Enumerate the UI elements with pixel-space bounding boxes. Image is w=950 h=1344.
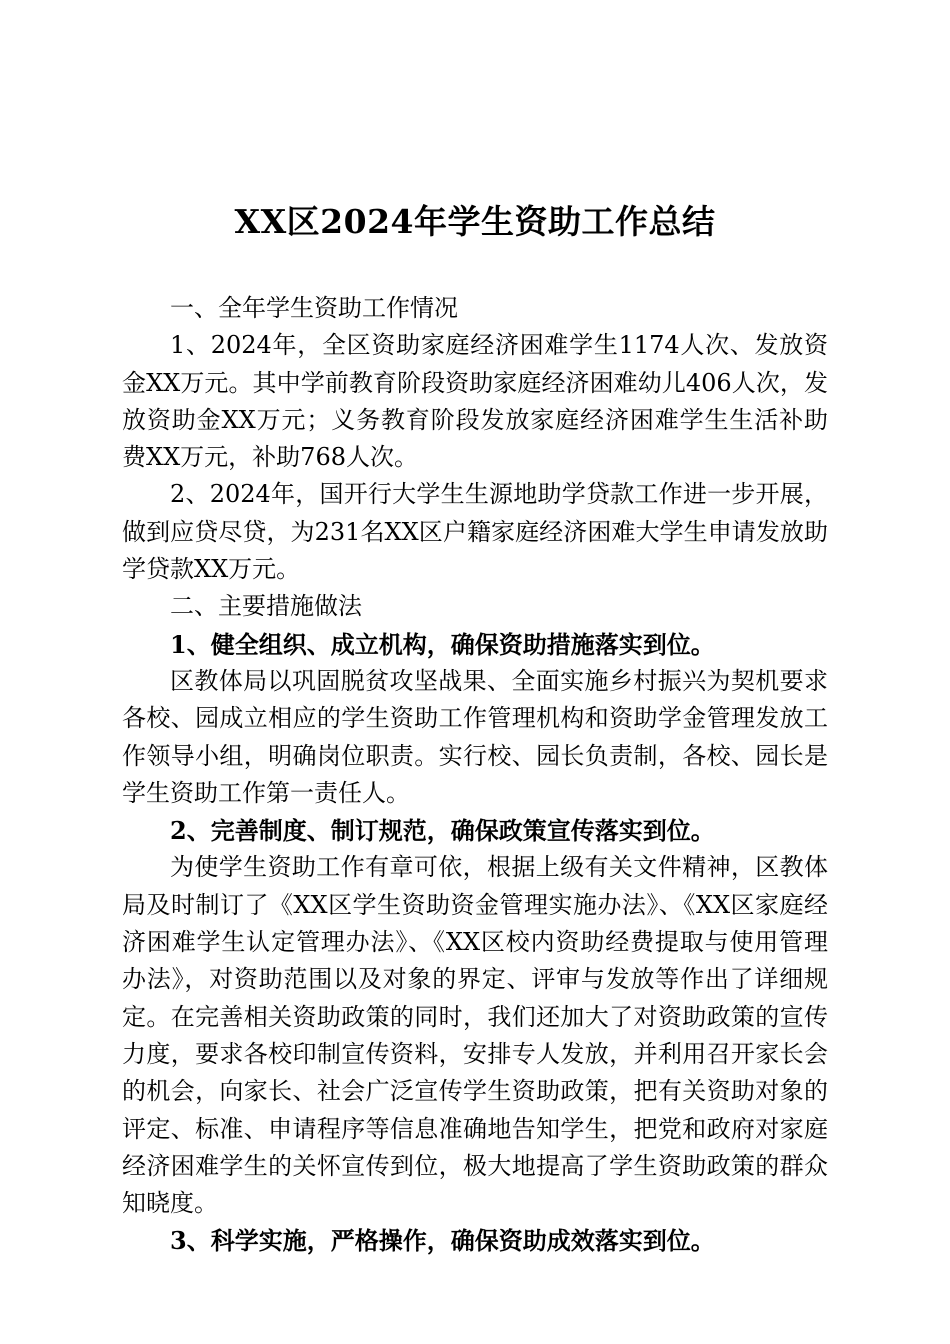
measure-heading-1: 1、健全组织、成立机构，确保资助措施落实到位。 [170, 629, 715, 659]
document-title: XX区2024年学生资助工作总结 [234, 202, 716, 241]
measure-body-2: 为使学生资助工作有章可依，根据上级有关文件精神，区教体局及时制订了《XX区学生资助资金管理实施办法》、《XX区家庭经济困难学生认定管理办法》、《XX区校内资助经费提取与使用管理办法》，对资助范围以及对象的界定、评审与发放等作出了详细规定。在完善相关资助政策的同时，我们还加大了对资助政策的宣传力度，要求各校印制宣传资料，安排专人发放，并利用召开家长会的机会，向家长、社会广泛宣传学生资助政策，把有关资助对象的评定、标准、申请程序等信息准确地告知学生，把党和政府对家庭经济困难学生的关怀宣传到位，极大地提高了学生资助政策的群众知晓度。 [122, 853, 828, 1218]
paragraph-s1-1: 1、2024年，全区资助家庭经济困难学生1174人次、发放资金XX万元。其中学前教育阶段资助家庭经济困难幼儿406人次，发放资助金XX万元；义务教育阶段发放家庭经济困难学生生活补助费XX万元，补助768人次。 [122, 331, 828, 472]
section-heading-2: 二、主要措施做法 [170, 592, 362, 621]
measure-heading-3: 3、科学实施，严格操作，确保资助成效落实到位。 [170, 1226, 715, 1256]
measure-body-1: 区教体局以巩固脱贫攻坚战果、全面实施乡村振兴为契机要求各校、园成立相应的学生资助工作管理机构和资助学金管理发放工作领导小组，明确岗位职责。实行校、园长负责制，各校、园长是学生资助工作第一责任人。 [122, 666, 828, 807]
paragraph-s1-2: 2、2024年，国开行大学生生源地助学贷款工作进一步开展，做到应贷尽贷，为231名XX区户籍家庭经济困难大学生申请发放助学贷款XX万元。 [122, 480, 828, 584]
measure-heading-2: 2、完善制度、制订规范，确保政策宣传落实到位。 [170, 816, 715, 846]
document-body [122, 290, 828, 1260]
section-heading-1: 一、全年学生资助工作情况 [170, 294, 458, 322]
